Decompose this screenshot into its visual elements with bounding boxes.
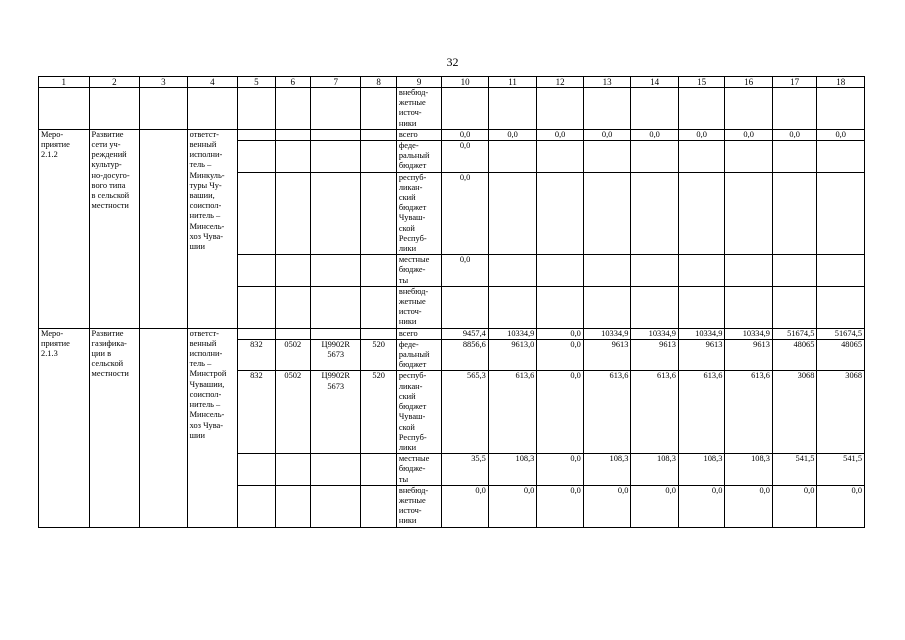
budget-code: 832 <box>238 371 275 454</box>
budget-code: 0502 <box>275 339 310 371</box>
value-cell: 0,0 <box>537 328 584 339</box>
funding-source: местные бюдже- ты <box>396 255 441 287</box>
table-row <box>39 129 865 140</box>
value-cell: 10334,9 <box>678 328 725 339</box>
budget-code <box>310 485 361 527</box>
funding-source: респуб- ликан- ский бюджет Чуваш- ской Респуб- лики <box>396 371 441 454</box>
budget-code: Ц9902R 5673 <box>310 339 361 371</box>
col-header: 12 <box>537 77 584 88</box>
budget-code <box>361 328 396 339</box>
value-cell: 0,0 <box>772 485 816 527</box>
page-number: 32 <box>446 55 459 69</box>
col-header: 16 <box>725 77 773 88</box>
value-cell: 108,3 <box>583 454 631 486</box>
budget-code: 520 <box>361 339 396 371</box>
header-row <box>39 77 865 88</box>
col-header: 8 <box>361 77 396 88</box>
measure-title: Меро- приятие 2.1.3 <box>39 328 90 527</box>
col-header: 3 <box>140 77 188 88</box>
value-cell: 613,6 <box>488 371 537 454</box>
budget-code <box>361 454 396 486</box>
value-cell: 0,0 <box>442 255 489 287</box>
col-header: 13 <box>583 77 631 88</box>
col-header: 4 <box>187 77 238 88</box>
value-cell: 613,6 <box>583 371 631 454</box>
value-cell: 0,0 <box>537 454 584 486</box>
value-cell: 51674,5 <box>772 328 816 339</box>
value-cell: 0,0 <box>537 129 584 140</box>
value-cell: 0,0 <box>725 485 773 527</box>
table-row <box>39 88 865 130</box>
value-cell: 9457,4 <box>442 328 489 339</box>
measure-responsible: ответст- венный исполни- тель – Минкуль- туры Чу- вашии, соиспол- нитель – Минсель- хоз Чува- шии <box>187 129 238 328</box>
value-cell: 0,0 <box>725 129 773 140</box>
value-cell: 9613 <box>583 339 631 371</box>
value-cell: 9613 <box>678 339 725 371</box>
value-cell: 0,0 <box>631 485 679 527</box>
value-cell: 48065 <box>817 339 865 371</box>
value-cell: 0,0 <box>817 129 865 140</box>
funding-source: внебюд- жетные источ- ники <box>396 88 441 130</box>
budget-code <box>275 485 310 527</box>
value-cell: 541,5 <box>772 454 816 486</box>
value-cell: 0,0 <box>442 141 489 173</box>
value-cell: 0,0 <box>537 339 584 371</box>
measure-name: Развитие газифика- ции в сельской местности <box>89 328 140 527</box>
value-cell: 613,6 <box>678 371 725 454</box>
value-cell: 0,0 <box>442 129 489 140</box>
value-cell: 10334,9 <box>583 328 631 339</box>
value-cell: 565,3 <box>442 371 489 454</box>
budget-code: 832 <box>238 339 275 371</box>
value-cell: 0,0 <box>772 129 816 140</box>
budget-code <box>275 328 310 339</box>
value-cell: 108,3 <box>488 454 537 486</box>
value-cell: 48065 <box>772 339 816 371</box>
col-header: 17 <box>772 77 816 88</box>
col-header: 2 <box>89 77 140 88</box>
value-cell: 0,0 <box>583 485 631 527</box>
col-header: 9 <box>396 77 441 88</box>
col-header: 18 <box>817 77 865 88</box>
value-cell: 0,0 <box>583 129 631 140</box>
budget-code <box>275 454 310 486</box>
funding-source: респуб- ликан- ский бюджет Чуваш- ской Респуб- лики <box>396 172 441 255</box>
value-cell: 3068 <box>817 371 865 454</box>
budget-code <box>310 454 361 486</box>
funding-source: феде- ральный бюджет <box>396 141 441 173</box>
value-cell: 0,0 <box>817 485 865 527</box>
measure-name: Развитие сети уч- реждений культур- но-досуго- вого типа в сельской местности <box>89 129 140 328</box>
value-cell: 35,5 <box>442 454 489 486</box>
funding-source: местные бюдже- ты <box>396 454 441 486</box>
value-cell: 108,3 <box>678 454 725 486</box>
value-cell: 0,0 <box>488 485 537 527</box>
value-cell: 613,6 <box>725 371 773 454</box>
value-cell: 3068 <box>772 371 816 454</box>
funding-source: всего <box>396 129 441 140</box>
budget-code <box>238 328 275 339</box>
value-cell: 541,5 <box>817 454 865 486</box>
value-cell: 10334,9 <box>488 328 537 339</box>
col-header: 7 <box>310 77 361 88</box>
value-cell: 0,0 <box>488 129 537 140</box>
value-cell: 0,0 <box>537 371 584 454</box>
col-header: 1 <box>39 77 90 88</box>
value-cell: 9613,0 <box>488 339 537 371</box>
value-cell: 0,0 <box>678 485 725 527</box>
budget-table <box>38 76 865 528</box>
col-header: 11 <box>488 77 537 88</box>
col-header: 10 <box>442 77 489 88</box>
col-header: 5 <box>238 77 275 88</box>
col-header: 14 <box>631 77 679 88</box>
value-cell: 9613 <box>725 339 773 371</box>
col-header: 6 <box>275 77 310 88</box>
budget-code: 520 <box>361 371 396 454</box>
table-body <box>39 77 865 528</box>
funding-source: внебюд- жетные источ- ники <box>396 286 441 328</box>
budget-code: Ц9902R 5673 <box>310 371 361 454</box>
value-cell: 0,0 <box>678 129 725 140</box>
col-header: 15 <box>678 77 725 88</box>
value-cell: 10334,9 <box>725 328 773 339</box>
value-cell: 0,0 <box>442 172 489 255</box>
value-cell: 8856,6 <box>442 339 489 371</box>
funding-source: всего <box>396 328 441 339</box>
budget-code <box>310 328 361 339</box>
funding-source: феде- ральный бюджет <box>396 339 441 371</box>
value-cell: 9613 <box>631 339 679 371</box>
table-row <box>39 328 865 339</box>
value-cell: 0,0 <box>442 485 489 527</box>
value-cell: 0,0 <box>537 485 584 527</box>
value-cell: 108,3 <box>725 454 773 486</box>
budget-code <box>361 485 396 527</box>
budget-code <box>238 454 275 486</box>
value-cell: 108,3 <box>631 454 679 486</box>
funding-source: внебюд- жетные источ- ники <box>396 485 441 527</box>
value-cell: 613,6 <box>631 371 679 454</box>
budget-code: 0502 <box>275 371 310 454</box>
value-cell: 0,0 <box>631 129 679 140</box>
value-cell: 10334,9 <box>631 328 679 339</box>
value-cell: 51674,5 <box>817 328 865 339</box>
measure-title: Меро- приятие 2.1.2 <box>39 129 90 328</box>
measure-responsible: ответст- венный исполни- тель – Минстрой Чувашии, соиспол- нитель – Минсель- хоз Чува- шии <box>187 328 238 527</box>
budget-code <box>238 485 275 527</box>
